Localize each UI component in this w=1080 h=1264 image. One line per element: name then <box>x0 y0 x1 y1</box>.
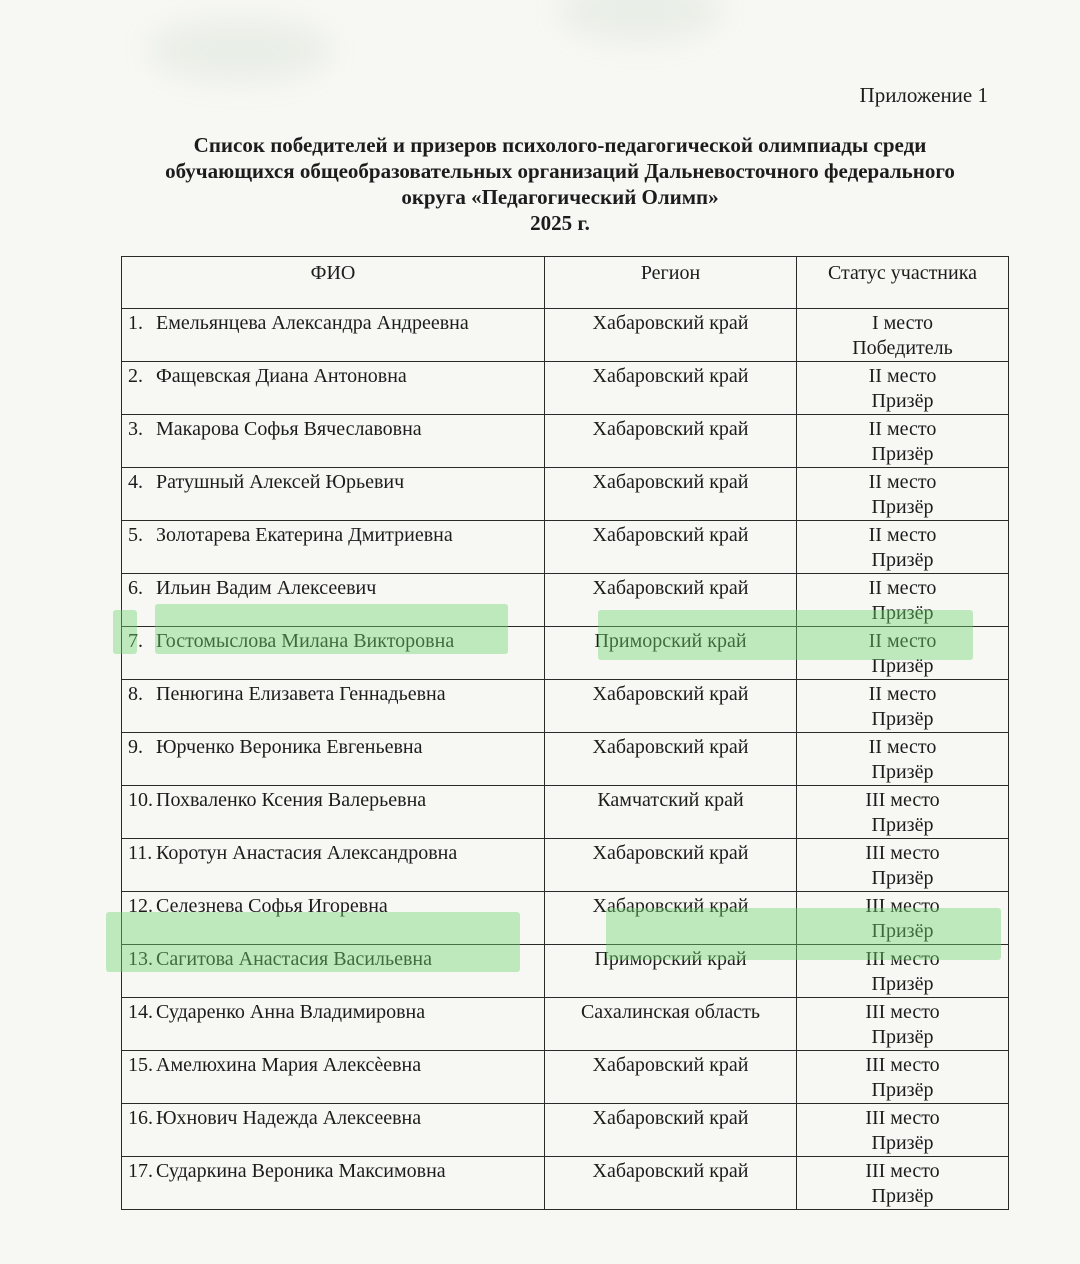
status-cell <box>797 733 1009 786</box>
participant-name: Селезнева Софья Игоревна <box>156 895 388 917</box>
place-text: III место <box>865 895 940 917</box>
participant-name: Емельянцева Александра Андреевна <box>156 312 469 334</box>
participant-name-cell <box>122 1157 545 1210</box>
table-row <box>122 574 1009 627</box>
participant-name-cell <box>122 1051 545 1104</box>
status-text: Призёр <box>871 973 934 995</box>
row-number: 4. <box>128 471 143 493</box>
region-cell: Хабаровский край <box>545 1157 797 1210</box>
table-row <box>122 786 1009 839</box>
region-cell: Хабаровский край <box>545 733 797 786</box>
region-cell: Приморский край <box>545 945 797 998</box>
participant-name-cell <box>122 1104 545 1157</box>
status-text: Призёр <box>871 1132 934 1154</box>
table-row <box>122 415 1009 468</box>
status-text: Призёр <box>871 549 934 571</box>
place-text: II место <box>868 418 937 440</box>
table-row <box>122 733 1009 786</box>
place-text: III место <box>865 842 940 864</box>
participant-name: Юхнович Надежда Алексеевна <box>156 1107 422 1129</box>
table-body <box>122 309 1009 1210</box>
place-text: II место <box>868 524 937 546</box>
participant-name-cell <box>122 680 545 733</box>
participant-name: Ратушный Алексей Юрьевич <box>156 471 405 493</box>
status-cell <box>797 786 1009 839</box>
participant-name: Золотарева Екатерина Дмитриевна <box>156 524 453 546</box>
winners-table <box>121 256 1009 1210</box>
status-cell <box>797 468 1009 521</box>
participant-name-cell <box>122 574 545 627</box>
place-text: III место <box>865 789 940 811</box>
participant-name-cell <box>122 786 545 839</box>
row-number: 12. <box>128 895 153 917</box>
status-cell <box>797 627 1009 680</box>
participant-name: Пенюгина Елизавета Геннадьевна <box>156 683 446 705</box>
participant-name-cell <box>122 521 545 574</box>
participant-name: Амелюхина Мария Алексèевна <box>156 1054 422 1076</box>
title-line: округа «Педагогический Олимп» <box>401 185 719 209</box>
participant-name: Фащевская Диана Антоновна <box>156 365 407 387</box>
table-row <box>122 998 1009 1051</box>
place-text: II место <box>868 736 937 758</box>
status-cell <box>797 415 1009 468</box>
place-text: II место <box>868 365 937 387</box>
status-cell <box>797 574 1009 627</box>
status-cell <box>797 309 1009 362</box>
status-cell <box>797 1157 1009 1210</box>
status-text: Призёр <box>871 655 934 677</box>
place-text: II место <box>868 577 937 599</box>
participant-name: Сударенко Анна Владимировна <box>156 1001 426 1023</box>
region-cell: Хабаровский край <box>545 362 797 415</box>
row-number: 13. <box>128 948 153 970</box>
table-row <box>122 1051 1009 1104</box>
title-line: обучающихся общеобразовательных организаций Дальневосточного федерального <box>165 159 955 183</box>
status-text: Призёр <box>871 443 934 465</box>
region-cell: Хабаровский край <box>545 468 797 521</box>
header-status: Статус участника <box>797 257 1009 309</box>
status-text: Призёр <box>871 761 934 783</box>
row-number: 1. <box>128 312 143 334</box>
participant-name-cell <box>122 945 545 998</box>
table-row <box>122 839 1009 892</box>
status-cell <box>797 680 1009 733</box>
scan-blemish <box>560 0 720 40</box>
region-cell: Хабаровский край <box>545 1051 797 1104</box>
place-text: II место <box>868 471 937 493</box>
row-number: 14. <box>128 1001 153 1023</box>
participant-name-cell <box>122 733 545 786</box>
table-row <box>122 892 1009 945</box>
status-cell <box>797 892 1009 945</box>
row-number: 11. <box>128 842 153 864</box>
status-cell <box>797 1051 1009 1104</box>
place-text: II место <box>868 630 937 652</box>
participant-name-cell <box>122 362 545 415</box>
row-number: 5. <box>128 524 143 546</box>
scan-blemish <box>150 20 330 80</box>
table-row <box>122 627 1009 680</box>
participant-name: Гостомыслова Милана Викторовна <box>156 630 455 652</box>
table-row <box>122 521 1009 574</box>
participant-name: Макарова Софья Вячеславовна <box>156 418 422 440</box>
status-cell <box>797 362 1009 415</box>
status-cell <box>797 1104 1009 1157</box>
region-cell: Хабаровский край <box>545 1104 797 1157</box>
region-cell: Хабаровский край <box>545 521 797 574</box>
status-text: Призёр <box>871 814 934 836</box>
table-row <box>122 1157 1009 1210</box>
place-text: III место <box>865 1054 940 1076</box>
status-text: Призёр <box>871 708 934 730</box>
place-text: III место <box>865 1160 940 1182</box>
participant-name-cell <box>122 998 545 1051</box>
place-text: III место <box>865 948 940 970</box>
row-number: 2. <box>128 365 143 387</box>
table-row <box>122 309 1009 362</box>
status-text: Призёр <box>871 390 934 412</box>
participant-name-cell <box>122 309 545 362</box>
place-text: III место <box>865 1001 940 1023</box>
header-name: ФИО <box>122 257 545 309</box>
title-year: 2025 г. <box>530 211 590 235</box>
participant-name: Похваленко Ксения Валерьевна <box>156 789 427 811</box>
region-cell: Приморский край <box>545 627 797 680</box>
status-text: Призёр <box>871 1079 934 1101</box>
title-line: Список победителей и призеров психолого-педагогической олимпиады среди <box>193 133 927 157</box>
region-cell: Хабаровский край <box>545 574 797 627</box>
header-region: Регион <box>545 257 797 309</box>
row-number: 17. <box>128 1160 153 1182</box>
row-number: 16. <box>128 1107 153 1129</box>
status-text: Призёр <box>871 496 934 518</box>
table-row <box>122 468 1009 521</box>
participant-name: Ильин Вадим Алексеевич <box>156 577 377 599</box>
appendix-label: Приложение 1 <box>859 83 988 107</box>
table-row <box>122 1104 1009 1157</box>
table-row <box>122 945 1009 998</box>
row-number: 9. <box>128 736 143 758</box>
place-text: III место <box>865 1107 940 1129</box>
region-cell: Хабаровский край <box>545 839 797 892</box>
status-text: Призёр <box>871 920 934 942</box>
status-text: Призёр <box>871 1026 934 1048</box>
row-number: 7. <box>128 630 143 652</box>
row-number: 8. <box>128 683 143 705</box>
table-row <box>122 362 1009 415</box>
participant-name-cell <box>122 468 545 521</box>
table-header-row <box>122 257 1009 309</box>
place-text: I место <box>871 312 934 334</box>
region-cell: Камчатский край <box>545 786 797 839</box>
place-text: II место <box>868 683 937 705</box>
status-text: Призёр <box>871 602 934 624</box>
participant-name: Юрченко Вероника Евгеньевна <box>156 736 423 758</box>
document-title <box>100 132 1020 236</box>
region-cell: Хабаровский край <box>545 680 797 733</box>
status-text: Призёр <box>871 1185 934 1207</box>
region-cell: Хабаровский край <box>545 892 797 945</box>
participant-name: Сагитова Анастасия Васильевна <box>156 948 432 970</box>
participant-name-cell <box>122 627 545 680</box>
status-cell <box>797 998 1009 1051</box>
participant-name-cell <box>122 415 545 468</box>
status-cell <box>797 839 1009 892</box>
table-row <box>122 680 1009 733</box>
region-cell: Хабаровский край <box>545 309 797 362</box>
region-cell: Хабаровский край <box>545 415 797 468</box>
participant-name-cell <box>122 839 545 892</box>
status-cell <box>797 521 1009 574</box>
status-cell <box>797 945 1009 998</box>
status-text: Победитель <box>852 337 953 359</box>
row-number: 10. <box>128 789 153 811</box>
row-number: 3. <box>128 418 143 440</box>
status-text: Призёр <box>871 867 934 889</box>
region-cell: Сахалинская область <box>545 998 797 1051</box>
participant-name-cell <box>122 892 545 945</box>
row-number: 15. <box>128 1054 153 1076</box>
participant-name: Коротун Анастасия Александровна <box>156 842 458 864</box>
participant-name: Сударкина Вероника Максимовна <box>156 1160 446 1182</box>
row-number: 6. <box>128 577 143 599</box>
